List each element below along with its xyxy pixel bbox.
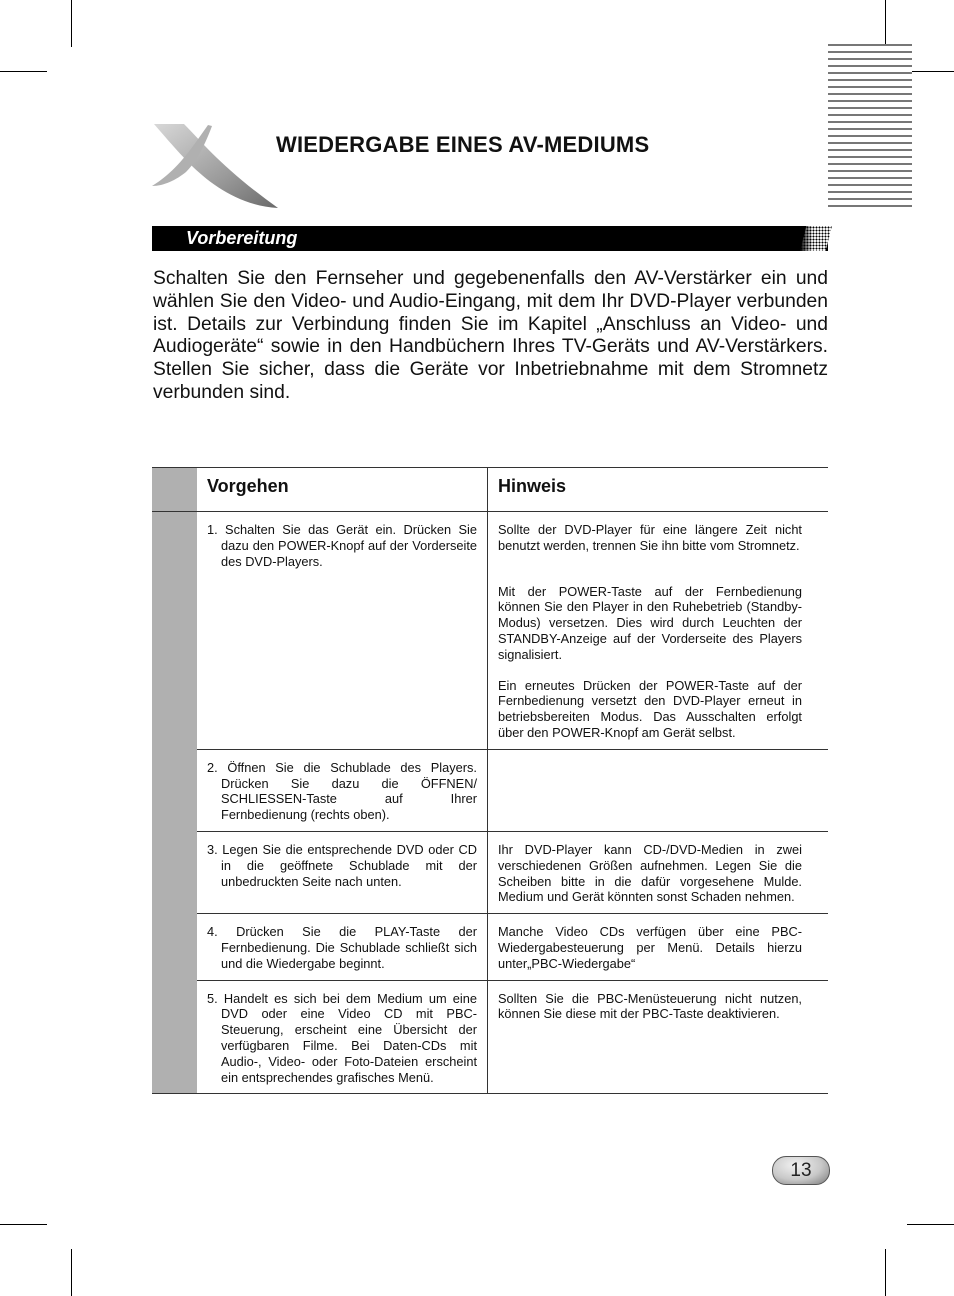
step-text: 2. Öffnen Sie die Schublade des Players. Drücken Sie dazu die ÖFFNEN/ SCHLIESSEN-Taste auf Ihrer Fernbedienung (rechts oben).: [207, 759, 477, 823]
gray-column: [152, 914, 197, 980]
hint-cell: [488, 831, 829, 913]
hint-cell: [488, 980, 829, 1094]
crop-mark: [885, 1249, 886, 1296]
section-title: Vorbereitung: [186, 228, 298, 248]
table-row: [152, 980, 828, 1094]
step-text: 4. Drücken Sie die PLAY-Taste der Fernbedienung. Die Schublade schließt sich und die Wiedergabe beginnt.: [207, 924, 477, 971]
step-text: 1. Schalten Sie das Gerät ein. Drücken Sie dazu den POWER-Knopf auf der Vorderseite des DVD-Players.: [207, 522, 477, 569]
crop-mark: [0, 1224, 47, 1225]
decorative-stripes: [828, 44, 912, 210]
page-number-badge: 13: [772, 1156, 830, 1185]
crop-mark: [71, 0, 72, 47]
column-header-hints: Hinweis: [488, 468, 829, 512]
hint-text: Mit der POWER-Taste auf der Fernbedienung können Sie den Player in den Ruhebetrieb (Standby-Modus) versetzen. Dies wird durch Leuchten der STANDBY-Anzeige auf der Vorderseite des Players signalisiert.: [498, 583, 802, 662]
intro-paragraph: Schalten Sie den Fernseher und gegebenenfalls den AV-Verstärker ein und wählen Sie den Video- und Audio-Eingang, mit dem Ihr DVD-Player verbunden ist. Details zur Verbindung finden Sie im Kapitel „Anschluss an Video- und Audiogeräte“ sowie in den Handbüchern Ihres TV-Geräts und AV-Verstärkers. Stellen Sie sicher, dass die Geräte vor Inbetriebnahme mit dem Stromnetz verbunden sind.: [153, 268, 828, 403]
table-row: [152, 512, 828, 750]
hint-text: Manche Video CDs verfügen über eine PBC-Wiedergabesteuerung per Menü. Details hierzu unter„PBC-Wiedergabe“: [498, 924, 802, 971]
table-row: [152, 749, 828, 831]
crop-mark: [907, 1224, 954, 1225]
hint-text: Ihr DVD-Player kann CD-/DVD-Medien in zwei verschiedenen Größen aufnehmen. Legen Sie die Scheiben bitte in die dafür vorgesehene Mulde. Medium und Gerät könnten sonst Schaden nehmen.: [498, 841, 802, 905]
hint-cell: [488, 914, 829, 980]
gray-column: [152, 512, 197, 750]
step-cell: [197, 914, 488, 980]
table-row: [152, 831, 828, 913]
procedure-table: [152, 467, 828, 1094]
table-row: [152, 914, 828, 980]
page-title: WIEDERGABE EINES AV-MEDIUMS: [276, 132, 650, 157]
hint-cell: [488, 749, 829, 831]
section-header-bar: [152, 226, 828, 251]
hint-text: Ein erneutes Drücken der POWER-Taste auf der Fernbedienung versetzt den DVD-Player erneut in betriebsbereiten Modus. Das Ausschalten erfolgt über den POWER-Knopf am Gerät selbst.: [498, 677, 802, 740]
table-header-row: [152, 468, 828, 512]
hint-text: Sollte der DVD-Player für eine längere Zeit nicht benutzt werden, trennen Sie ihn bitte vom Stromnetz.: [498, 522, 802, 553]
step-text: 5. Handelt es sich bei dem Medium um eine DVD oder eine Video CD mit PBC-Steuerung, erscheint eine Übersicht der verfügbaren Filme. Bei Daten-CDs mit Audio-, Video- oder Foto-Dateien erscheint ein entsprechendes grafisches Menü.: [207, 990, 477, 1085]
step-cell: [197, 749, 488, 831]
step-cell: [197, 512, 488, 750]
gray-column: [152, 749, 197, 831]
hint-text: Sollten Sie die PBC-Menüsteuerung nicht nutzen, können Sie diese mit der PBC-Taste deaktivieren.: [498, 990, 802, 1022]
hint-cell: [488, 512, 829, 750]
crop-mark: [885, 0, 886, 47]
step-text: 3. Legen Sie die entsprechende DVD oder CD in die geöffnete Schublade mit der unbedruckten Seite nach unten.: [207, 841, 477, 889]
crop-mark: [907, 71, 954, 72]
step-cell: [197, 980, 488, 1094]
crop-mark: [71, 1249, 72, 1296]
gray-column: [152, 980, 197, 1094]
column-header-steps: Vorgehen: [197, 468, 488, 512]
gray-column: [152, 831, 197, 913]
gray-column: [152, 468, 197, 512]
crop-mark: [0, 71, 47, 72]
x-logo-icon: [150, 124, 280, 210]
step-cell: [197, 831, 488, 913]
